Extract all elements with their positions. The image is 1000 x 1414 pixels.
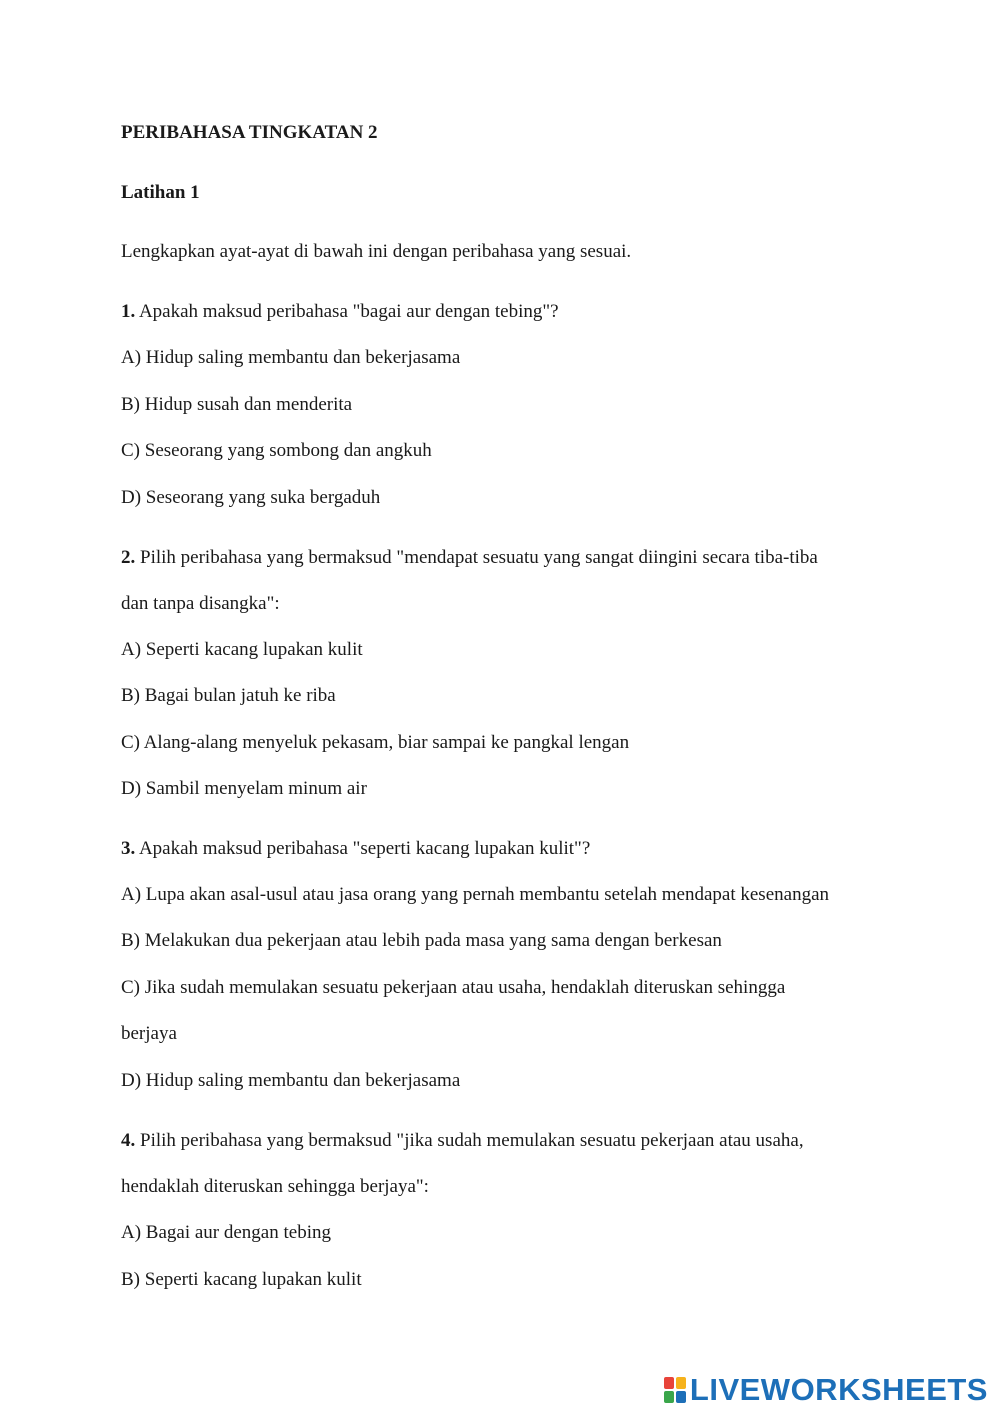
question-2 [121,546,818,570]
logo-block-blue [676,1391,686,1403]
question-2-continued: dan tanpa disangka": [121,593,280,614]
option-3d: D) Hidup saling membantu dan bekerjasama [121,1070,461,1091]
question-number: 4. [121,1130,136,1151]
option-4a: A) Bagai aur dengan tebing [121,1222,331,1243]
question-3 [121,837,590,861]
section-heading: Latihan 1 [121,182,200,203]
option-1b: B) Hidup susah dan menderita [121,394,353,415]
question-text: Apakah maksud peribahasa "bagai aur dengan tebing"? [138,301,559,322]
logo-text: LIVEWORKSHEETS [689,1372,988,1407]
option-2b: B) Bagai bulan jatuh ke riba [121,685,336,706]
liveworksheets-logo[interactable] [664,1372,988,1408]
logo-block-red [664,1377,674,1389]
question-4-continued: hendaklah diteruskan sehingga berjaya": [121,1176,429,1197]
question-text: Apakah maksud peribahasa "seperti kacang lupakan kulit"? [138,838,591,859]
question-1 [121,300,559,324]
logo-block-yellow [676,1377,686,1389]
instruction-text: Lengkapkan ayat-ayat di bawah ini dengan peribahasa yang sesuai. [121,241,632,262]
question-text: Pilih peribahasa yang bermaksud "jika sudah memulakan sesuatu pekerjaan atau usaha, [140,1130,804,1151]
question-number: 3. [121,838,136,859]
option-2a: A) Seperti kacang lupakan kulit [121,639,363,660]
option-3c-continued: berjaya [121,1023,177,1044]
question-4 [121,1129,804,1153]
option-3b: B) Melakukan dua pekerjaan atau lebih pada masa yang sama dengan berkesan [121,930,722,951]
liveworksheets-logo-icon [664,1377,686,1403]
option-2c: C) Alang-alang menyeluk pekasam, biar sampai ke pangkal lengan [121,732,630,753]
option-3a: A) Lupa akan asal-usul atau jasa orang yang pernah membantu setelah mendapat kesenangan [121,884,830,905]
page-title: PERIBAHASA TINGKATAN 2 [121,122,378,143]
question-number: 1. [121,301,136,322]
option-3c: C) Jika sudah memulakan sesuatu pekerjaan atau usaha, hendaklah diteruskan sehingga [121,977,786,998]
option-1c: C) Seseorang yang sombong dan angkuh [121,440,432,461]
option-2d: D) Sambil menyelam minum air [121,778,367,799]
logo-block-green [664,1391,674,1403]
question-text: Pilih peribahasa yang bermaksud "mendapat sesuatu yang sangat diingini secara tiba-tiba [140,547,818,568]
option-4b: B) Seperti kacang lupakan kulit [121,1269,362,1290]
option-1a: A) Hidup saling membantu dan bekerjasama [121,347,461,368]
question-number: 2. [121,547,136,568]
option-1d: D) Seseorang yang suka bergaduh [121,487,381,508]
